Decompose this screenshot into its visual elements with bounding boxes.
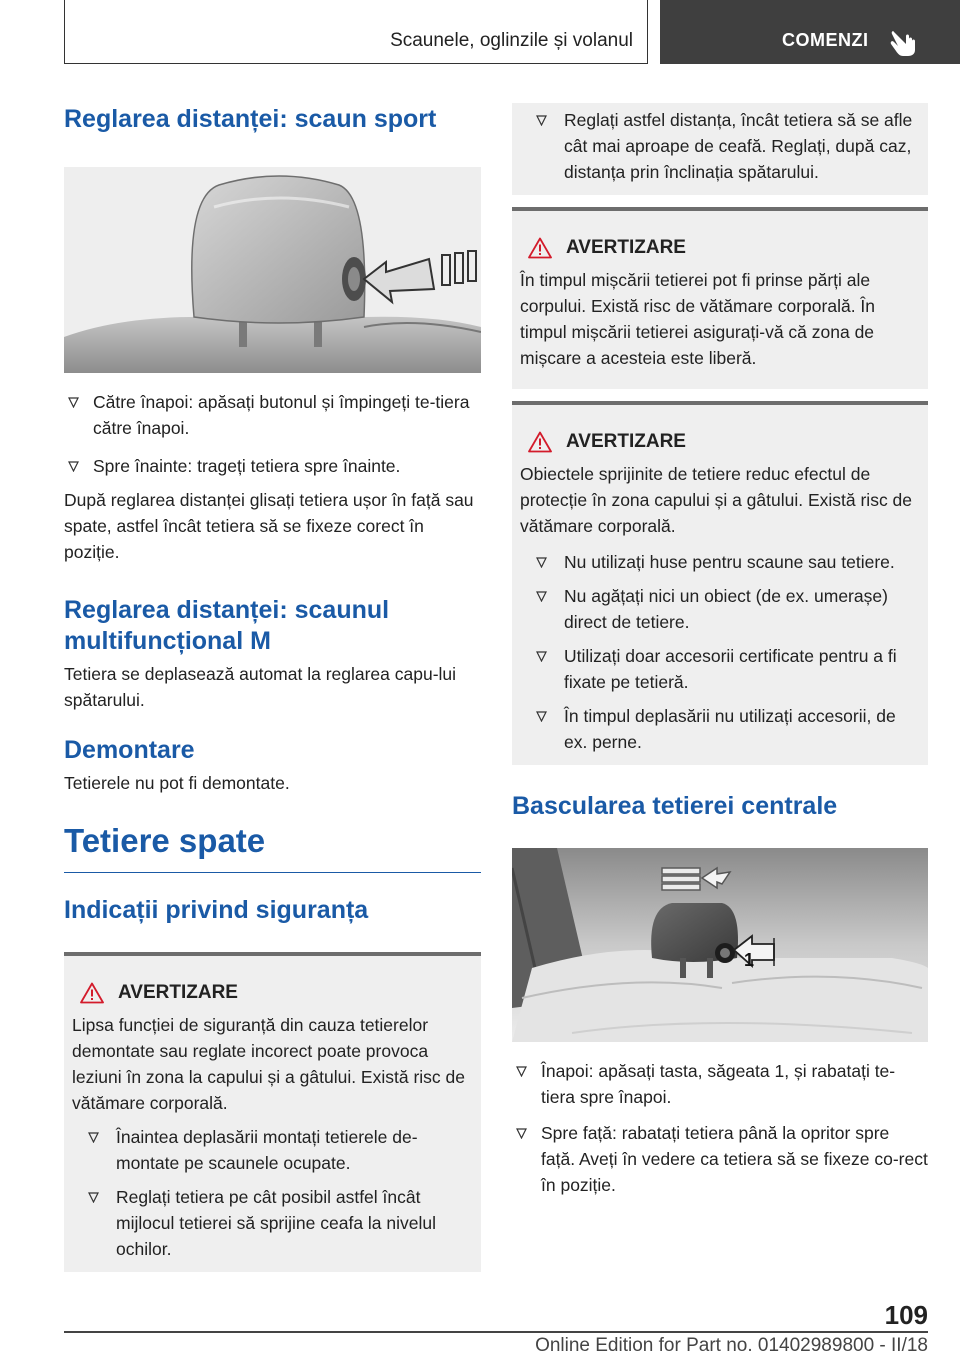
warning-3-bullet: Nu utilizați huse pentru scaune sau tetiere. bbox=[520, 549, 920, 575]
right-column bbox=[512, 103, 928, 1198]
triangle-bullet-icon bbox=[536, 711, 547, 722]
sport-after-text: După reglarea distanței glisați tetiera ușor în față sau spate, astfel încât tetiera să se fixeze corect în poziție. bbox=[64, 490, 474, 562]
figure-callout-label: 1 bbox=[744, 950, 755, 970]
heading-multifunction-seat: Reglarea distanței: scaunul multifuncțional M bbox=[64, 596, 390, 655]
warning-3-text: Obiectele sprijinite de tetiere reduc efectul de protecție în zona capului și a gâtului. Există risc de vătămare corporală. bbox=[520, 464, 913, 536]
triangle-bullet-icon bbox=[516, 1066, 527, 1077]
warning-title: AVERTIZARE bbox=[520, 429, 920, 455]
left-column bbox=[64, 100, 481, 1272]
pointing-hand-icon bbox=[890, 26, 922, 58]
warning-1-bullet: Reglați tetiera pe cât posibil astfel încât mijlocul tetierei să sprijine ceafa la nivelul ochilor. bbox=[72, 1184, 473, 1262]
triangle-bullet-icon bbox=[536, 591, 547, 602]
triangle-bullet-icon bbox=[68, 461, 79, 472]
triangle-bullet-icon bbox=[68, 397, 79, 408]
triangle-bullet-icon bbox=[536, 651, 547, 662]
figure-center-headrest bbox=[512, 848, 928, 1042]
warning-triangle-icon bbox=[528, 237, 552, 259]
heading-safety-notes: Indicații privind siguranța bbox=[64, 896, 369, 924]
multifunction-text: Tetiera se deplasează automat la reglarea capu-lui spătarului. bbox=[64, 664, 457, 710]
footer-edition: Online Edition for Part no. 01402989800 - II/18 bbox=[535, 1335, 928, 1356]
section-title: Scaunele, oglinzile și volanul bbox=[390, 30, 633, 51]
warning-title: AVERTIZARE bbox=[520, 235, 920, 261]
warning-triangle-icon bbox=[528, 431, 552, 453]
continued-bullet-box bbox=[512, 103, 928, 195]
warning-3-bullet: Utilizați doar accesorii certificate pentru a fi fixate pe tetieră. bbox=[520, 643, 920, 695]
heading-sport-seat: Reglarea distanței: scaun sport bbox=[64, 105, 437, 133]
chapter-title: COMENZI bbox=[782, 30, 869, 50]
warning-box-3 bbox=[512, 401, 928, 765]
warning-3-bullet: Nu agățați nici un obiect (de ex. umerașe) direct de tetiere. bbox=[520, 583, 920, 635]
warning-1-bullet: Înaintea deplasării montați tetierele de-montate pe scaunele ocupate. bbox=[72, 1124, 473, 1176]
removal-text: Tetierele nu pot fi demontate. bbox=[64, 773, 290, 793]
footer-divider bbox=[64, 1331, 928, 1333]
triangle-bullet-icon bbox=[88, 1132, 99, 1143]
tilt-bullet-forward: Spre față: rabatați tetiera până la opritor spre față. Aveți în vedere ca tetiera să se fixeze co-rect în poziție. bbox=[512, 1120, 928, 1198]
heading-removal: Demontare bbox=[64, 736, 195, 764]
sport-headrest-illustration bbox=[64, 167, 481, 373]
warning-3-bullet: În timpul deplasării nu utilizați accesorii, de ex. perne. bbox=[520, 703, 920, 755]
warning-title: AVERTIZARE bbox=[72, 980, 473, 1006]
tilt-bullet-back: Înapoi: apăsați tasta, săgeata 1, și rabatați te-tiera spre înapoi. bbox=[512, 1058, 928, 1110]
sport-bullet-forward: Spre înainte: trageți tetiera spre înainte. bbox=[64, 453, 481, 479]
continued-bullet: Reglați astfel distanța, încât tetiera să se afle cât mai aproape de ceafă. Reglați, după caz, distanța prin înclinația spătarului. bbox=[520, 107, 920, 185]
heading-rear-headrests: Tetiere spate bbox=[64, 820, 481, 873]
sport-bullet-back: Către înapoi: apăsați butonul și împingeți te-tiera către înapoi. bbox=[64, 389, 481, 441]
triangle-bullet-icon bbox=[516, 1128, 527, 1139]
warning-triangle-icon bbox=[80, 982, 104, 1004]
header-chapter-tab[interactable] bbox=[660, 0, 960, 64]
header-section-tab bbox=[64, 0, 648, 64]
warning-1-text: Lipsa funcției de siguranță din cauza tetierelor demontate sau reglate incorect poate provoca leziuni în zona la capului și a gâtului. Există risc de vătămare corporală. bbox=[72, 1015, 465, 1113]
figure-sport-headrest bbox=[64, 167, 481, 373]
center-headrest-illustration bbox=[512, 848, 928, 1042]
page-number: 109 bbox=[884, 1300, 928, 1330]
warning-2-text: În timpul mișcării tetierei pot fi prinse părți ale corpului. Există risc de vătămare corporală. În timpul mișcării tetierei asigurați-vă că zona de mișcare a acesteia este liberă. bbox=[520, 270, 876, 368]
triangle-bullet-icon bbox=[88, 1192, 99, 1203]
heading-center-headrest-tilt: Bascularea tetierei centrale bbox=[512, 792, 838, 820]
triangle-bullet-icon bbox=[536, 115, 547, 126]
warning-box-1 bbox=[64, 952, 481, 1272]
triangle-bullet-icon bbox=[536, 557, 547, 568]
warning-box-2 bbox=[512, 207, 928, 389]
